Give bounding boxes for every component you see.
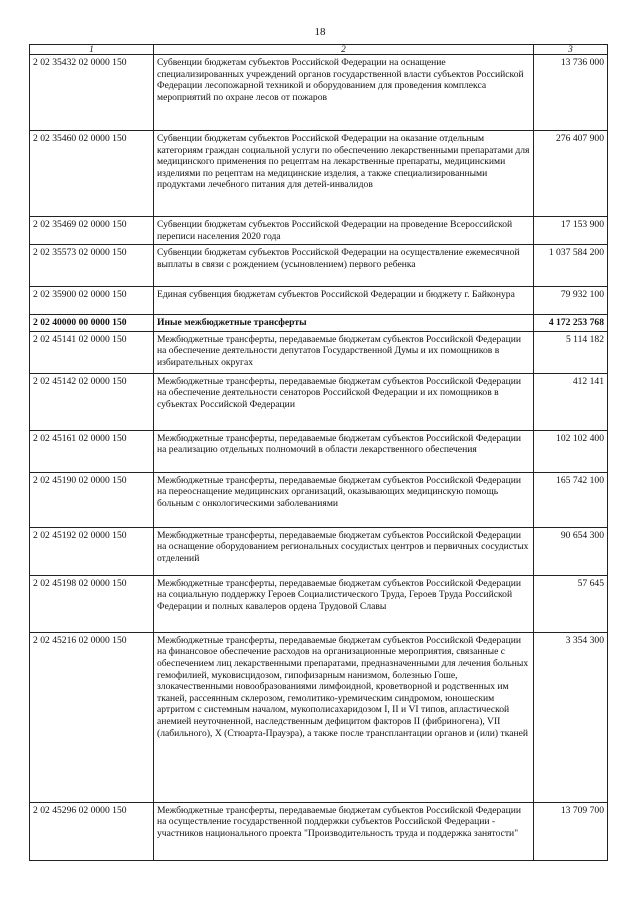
table-row xyxy=(30,55,608,131)
row-amount: 165 742 100 xyxy=(534,472,608,527)
row-description: Субвенции бюджетам субъектов Российской Федерации на оснащение специализированных учреждений органов государственной власти субъектов Российской Федерации лесопожарной техникой и оборудованием для проведения комплекса мероприятий по охране лесов от пожаров xyxy=(154,55,534,131)
row-amount: 13 709 700 xyxy=(534,802,608,860)
row-amount: 276 407 900 xyxy=(534,131,608,217)
row-amount: 90 654 300 xyxy=(534,527,608,575)
row-code: 2 02 35460 02 0000 150 xyxy=(30,131,154,217)
row-description: Межбюджетные трансферты, передаваемые бюджетам субъектов Российской Федерации на обеспечение деятельности депутатов Государственной Думы и их помощников в избирательных округах xyxy=(154,331,534,373)
row-code: 2 02 45161 02 0000 150 xyxy=(30,430,154,472)
table-row xyxy=(30,217,608,245)
row-amount: 1 037 584 200 xyxy=(534,245,608,287)
row-description: Субвенции бюджетам субъектов Российской Федерации на проведение Всероссийской переписи населения 2020 года xyxy=(154,217,534,245)
row-code: 2 02 45190 02 0000 150 xyxy=(30,472,154,527)
budget-table xyxy=(29,44,608,861)
row-code: 2 02 45192 02 0000 150 xyxy=(30,527,154,575)
table-row xyxy=(30,472,608,527)
table-row xyxy=(30,245,608,287)
row-amount: 3 354 300 xyxy=(534,632,608,802)
row-amount: 17 153 900 xyxy=(534,217,608,245)
row-amount: 4 172 253 768 xyxy=(534,315,608,332)
table-row xyxy=(30,802,608,860)
row-description: Межбюджетные трансферты, передаваемые бюджетам субъектов Российской Федерации на оснащение оборудованием региональных сосудистых центров и первичных сосудистых отделений xyxy=(154,527,534,575)
row-description: Единая субвенция бюджетам субъектов Российской Федерации и бюджету г. Байконура xyxy=(154,287,534,315)
row-code: 2 02 35469 02 0000 150 xyxy=(30,217,154,245)
row-code: 2 02 35573 02 0000 150 xyxy=(30,245,154,287)
row-description: Субвенции бюджетам субъектов Российской Федерации на осуществление ежемесячной выплаты в связи с рождением (усыновлением) первого ребенка xyxy=(154,245,534,287)
header-row xyxy=(30,45,608,55)
row-description: Межбюджетные трансферты, передаваемые бюджетам субъектов Российской Федерации на обеспечение деятельности сенаторов Российской Федерации и их помощников в субъектах Российской Федерации xyxy=(154,373,534,430)
table-row-section-total xyxy=(30,315,608,332)
row-code: 2 02 35432 02 0000 150 xyxy=(30,55,154,131)
row-amount: 57 645 xyxy=(534,575,608,632)
column-header-description: 2 xyxy=(154,45,534,55)
table-row xyxy=(30,575,608,632)
row-code: 2 02 45141 02 0000 150 xyxy=(30,331,154,373)
row-amount: 102 102 400 xyxy=(534,430,608,472)
row-description: Иные межбюджетные трансферты xyxy=(154,315,534,332)
row-description: Межбюджетные трансферты, передаваемые бюджетам субъектов Российской Федерации на переоснащение медицинских организаций, оказывающих медицинскую помощь больным с онкологическими заболеваниями xyxy=(154,472,534,527)
row-description: Межбюджетные трансферты, передаваемые бюджетам субъектов Российской Федерации на реализацию отдельных полномочий в области лекарственного обеспечения xyxy=(154,430,534,472)
table-row xyxy=(30,131,608,217)
table-row xyxy=(30,430,608,472)
table-row xyxy=(30,632,608,802)
column-header-amount: 3 xyxy=(534,45,608,55)
row-description: Межбюджетные трансферты, передаваемые бюджетам субъектов Российской Федерации на социальную поддержку Героев Социалистического Труда, Героев Труда Российской Федерации и полных кавалеров ордена Трудовой Славы xyxy=(154,575,534,632)
row-code: 2 02 45142 02 0000 150 xyxy=(30,373,154,430)
table-row xyxy=(30,373,608,430)
row-description: Межбюджетные трансферты, передаваемые бюджетам субъектов Российской Федерации на осуществление государственной поддержки субъектов Российской Федерации - участников национального проекта "Производительность труда и поддержка занятости" xyxy=(154,802,534,860)
table-row xyxy=(30,527,608,575)
row-code: 2 02 40000 00 0000 150 xyxy=(30,315,154,332)
row-code: 2 02 45296 02 0000 150 xyxy=(30,802,154,860)
row-amount: 412 141 xyxy=(534,373,608,430)
row-description: Межбюджетные трансферты, передаваемые бюджетам субъектов Российской Федерации на финансовое обеспечение расходов на организационные мероприятия, связанные с обеспечением лиц лекарственными препаратами, предназначенными для лечения больных гемофилией, муковисцидозом, гипофизарным нанизмом, болезнью Гоше, злокачественными новообразованиями лимфоидной, кроветворной и родственных им тканей, рассеянным склерозом, гемолитико-уремическим синдромом, юношеским артритом с системным началом, мукополисахаридозом I, II и VI типов, апластической анемией неуточненной, наследственным дефицитом факторов II (фибриногена), VII (лабильного), X (Стюарта-Прауэра), а также после трансплантации органов и (или) тканей xyxy=(154,632,534,802)
row-amount: 79 932 100 xyxy=(534,287,608,315)
row-description: Субвенции бюджетам субъектов Российской Федерации на оказание отдельным категориям граждан социальной услуги по обеспечению лекарственными препаратами для медицинского применения по рецептам на лекарственные препараты, медицинскими изделиями по рецептам на медицинские изделия, а также специализированными продуктами лечебного питания для детей-инвалидов xyxy=(154,131,534,217)
row-amount: 5 114 182 xyxy=(534,331,608,373)
row-code: 2 02 45216 02 0000 150 xyxy=(30,632,154,802)
page-number: 18 xyxy=(314,26,326,38)
row-amount: 13 736 000 xyxy=(534,55,608,131)
column-header-code: 1 xyxy=(30,45,154,55)
row-code: 2 02 35900 02 0000 150 xyxy=(30,287,154,315)
row-code: 2 02 45198 02 0000 150 xyxy=(30,575,154,632)
table-row xyxy=(30,331,608,373)
table-row xyxy=(30,287,608,315)
